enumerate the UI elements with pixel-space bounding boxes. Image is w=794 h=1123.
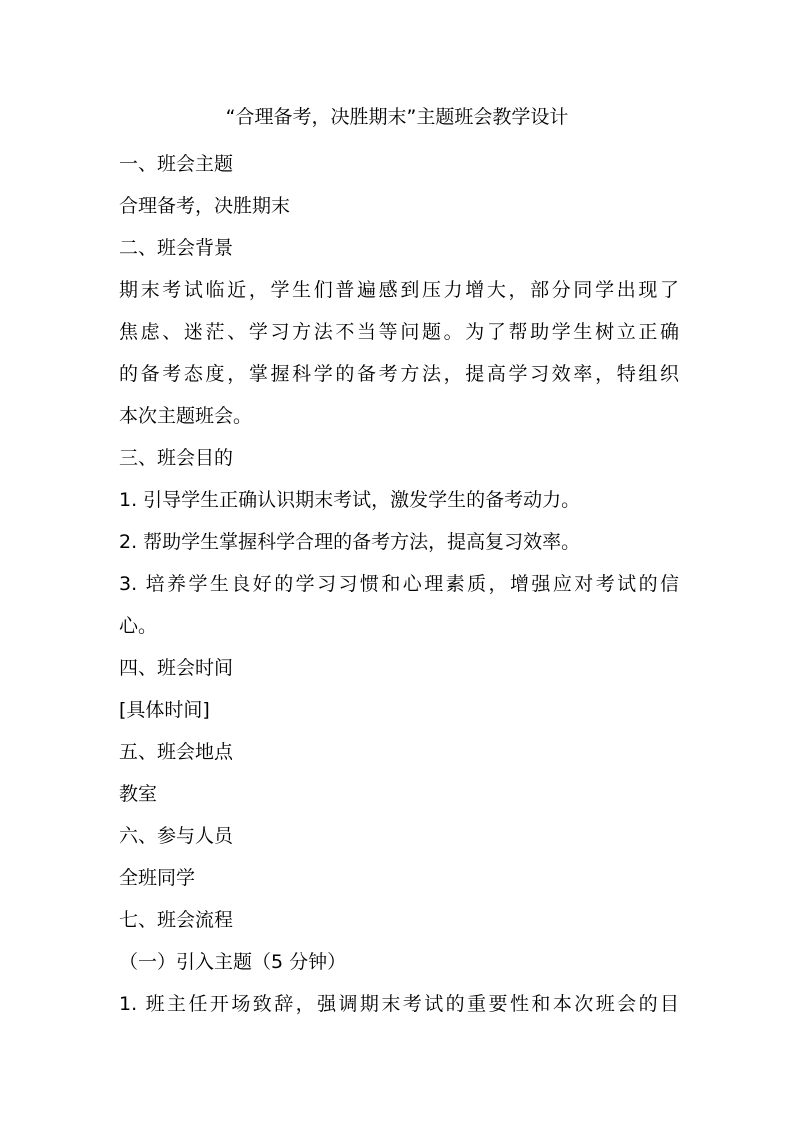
paragraph-line: 合理备考，决胜期末 [119,195,291,217]
section-heading-participants: 六、参与人员 [119,825,234,847]
document-body [119,143,679,1025]
document-title: “合理备考，决胜期末”主题班会教学设计 [225,106,569,128]
subsection-heading: （一）引入主题（5 分钟） [119,951,347,973]
paragraph-line: 全班同学 [119,867,196,889]
paragraph-line: 的备考态度，掌握科学的备考方法，提高学习效率，特组织 [119,363,679,385]
list-item: 1. 引导学生正确认识期末考试，激发学生的备考动力。 [119,489,581,511]
section-heading-background: 二、班会背景 [119,237,234,259]
section-heading-location: 五、班会地点 [119,741,234,763]
section-heading-process: 七、班会流程 [119,909,234,931]
paragraph-line: 教室 [119,783,158,805]
list-item: 1. 班主任开场致辞，强调期末考试的重要性和本次班会的目 [119,993,679,1015]
section-heading-time: 四、班会时间 [119,657,234,679]
paragraph-line: 本次主题班会。 [119,405,253,427]
section-heading-purpose: 三、班会目的 [119,447,234,469]
paragraph-line: [具体时间] [119,699,210,721]
section-heading-theme: 一、班会主题 [119,153,234,175]
paragraph-line: 期末考试临近，学生们普遍感到压力增大，部分同学出现了 [119,279,679,301]
list-item-continuation: 心。 [119,615,158,637]
paragraph-line: 焦虑、迷茫、学习方法不当等问题。为了帮助学生树立正确 [119,321,679,343]
list-item: 3. 培养学生良好的学习习惯和心理素质，增强应对考试的信 [119,573,679,595]
list-item: 2. 帮助学生掌握科学合理的备考方法，提高复习效率。 [119,531,581,553]
